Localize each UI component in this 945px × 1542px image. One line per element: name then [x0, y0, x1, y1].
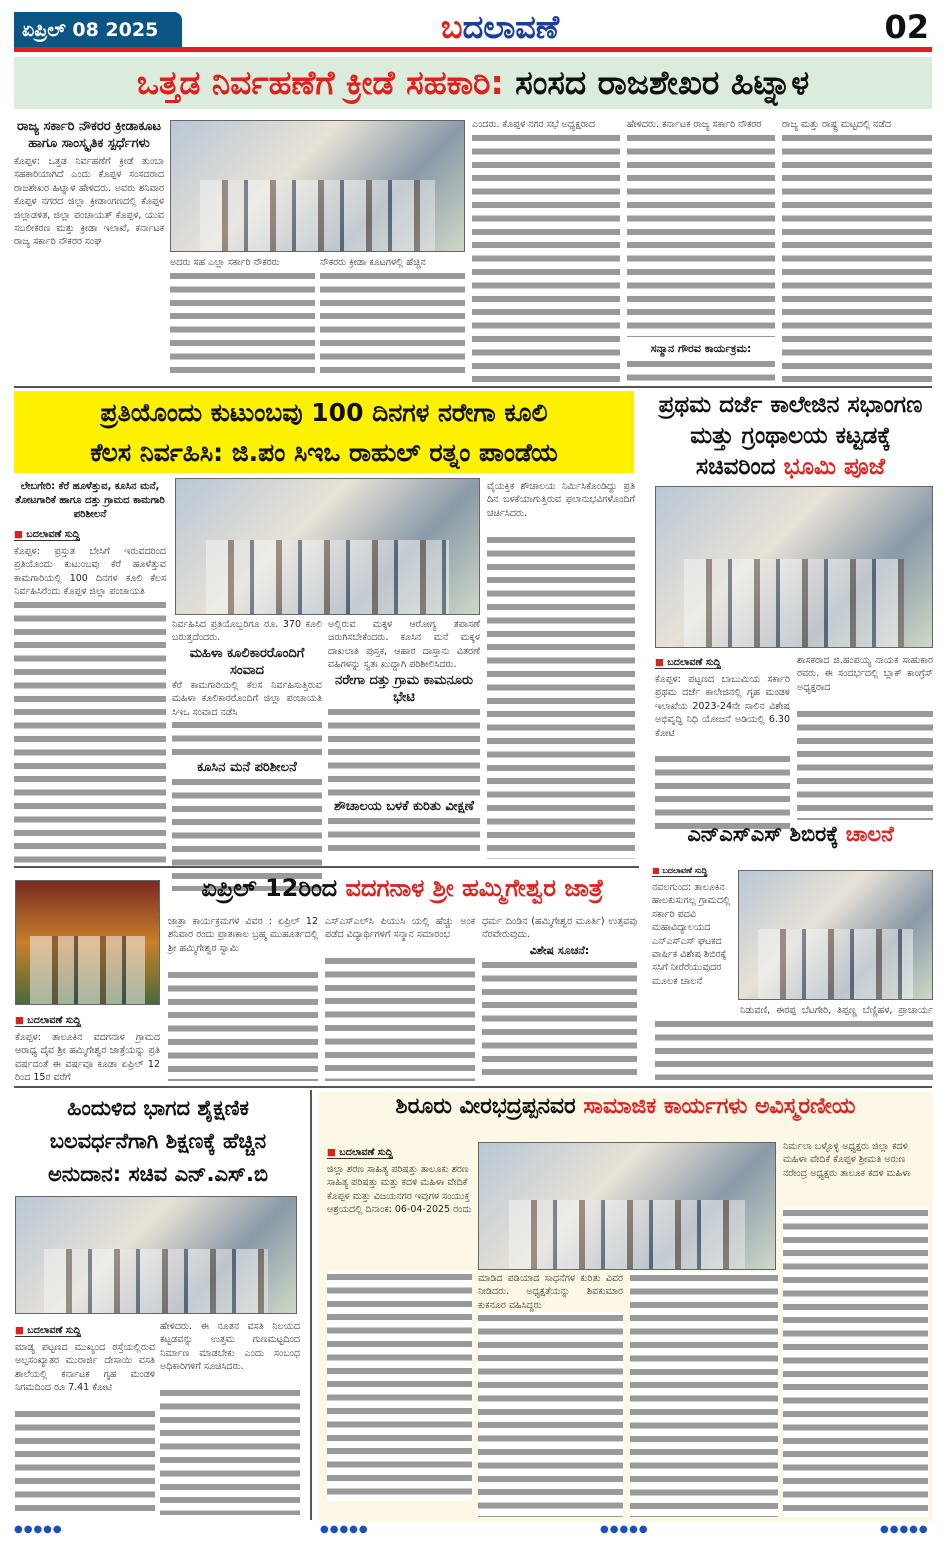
text: ಹೇಳಿದರು. ಈ ನೂತನ ವಸತಿ ನಿಲಯದ ಕಟ್ಟಡವನ್ನು ಉತ್ತಮ ಗುಣಮಟ್ಟದಿಂದ ನಿರ್ಮಾಣ ಮಾಡಬೇಕು ಎಂದು ಸಂಬಂಧ ಅಧಿಕಾರಿಗಳಿಗೆ ಸೂಚಿಸಿದರು.	[160, 1321, 300, 1373]
byline: ■ ಬದಲಾವಣೆ ಸುದ್ದಿ	[14, 529, 80, 541]
article-col: ಎಂದರು. ಕೊಪ್ಪಳ ನಗರ ಸಭೆ ಅಧ್ಯಕ್ಷರಾದ	[472, 119, 596, 130]
text: ನಿರ್ವಹಿಸಿದ ಪ್ರತಿಯೊಬ್ಬರಿಗೂ ರೂ. 370 ಕೂಲಿ ಬರುತ್ತದೆಂದರು.	[172, 619, 322, 644]
headline-shiroor	[318, 1094, 933, 1119]
article-nrega	[14, 480, 166, 869]
text-block	[328, 815, 480, 855]
headline-line: ಕೆಲಸ ನಿರ್ವಹಿಸಿ: ಜಿ.ಪಂ ಸಿಇಒ ರಾಹುಲ್ ರತ್ನಂ ಪಾಂಡೆಯ	[90, 438, 558, 467]
byline: ■ ಬದಲಾವಣೆ ಸುದ್ದಿ	[652, 866, 707, 877]
footer-dots: ●●●●●	[14, 1524, 63, 1535]
article-col: ರಾಜ್ಯ ಮತ್ತು ರಾಷ್ಟ್ರ ಮಟ್ಟದಲ್ಲಿ ನಡೆದ	[782, 119, 891, 130]
article-sports	[14, 118, 164, 360]
footer-dots: ●●●●●	[320, 1524, 369, 1535]
text-block	[325, 955, 475, 1081]
headline-line: ಅನುದಾನ: ಸಚಿವ ಎನ್.ಎಸ್.ಬಿ	[47, 1162, 269, 1186]
divider	[14, 386, 932, 388]
header-rule	[14, 47, 932, 52]
photo-felicitation	[478, 1142, 776, 1270]
article-col	[797, 654, 933, 820]
subhead: ವಿಶೇಷ ಸೂಚನೆ:	[529, 944, 590, 957]
text-block	[655, 1018, 933, 1080]
article-lead: ಕೊಪ್ಪಳ: ಪ್ರಸ್ತುತ ಬೇಸಿಗೆ ಇರುವದರಿಂದ ಪ್ರತಿಯೊಂದು ಕುಟುಂಬವು ಕೆರೆ ಹೂಳೆತ್ತುವ ಕಾಮಗಾರಿಯಲ್ಲಿ 100 ದಿನಗಳ ಕೂಲಿ ಕೆಲಸ ನಿರ್ವಹಿಸಿರೆಂದು ಕೊಪ್ಪಳ ಜಿಲ್ಲಾ ಪಂಚಾಯತಿ	[14, 546, 166, 598]
divider	[14, 1086, 932, 1088]
article-col	[652, 858, 734, 1021]
subhead: ಶೌಚಾಲಯ ಬಳಕೆ ಕುರಿತು ವೀಕ್ಷಣೆ	[333, 799, 475, 814]
article-col: ನೌಕರರು ಕ್ರೀಡಾ ಕೂಟಗಳಲ್ಲಿ ಹೆಚ್ಚಿನ	[320, 257, 426, 268]
article-col: ಹೇಳಿದರು. ಕರ್ನಾಟಕ ರಾಜ್ಯ ಸರ್ಕಾರಿ ನೌಕರರ	[627, 119, 762, 130]
text-block	[328, 706, 480, 798]
headline-red: ಭೂಮಿ ಪೂಜೆ	[783, 454, 886, 480]
article-col	[478, 1272, 623, 1517]
photo-nss-camp	[738, 870, 933, 1000]
text-block	[478, 1312, 623, 1517]
article-col	[160, 1320, 300, 1515]
text-block	[327, 1271, 472, 1501]
text-block	[627, 132, 775, 337]
photo-minister-visit	[15, 1196, 297, 1314]
photo-mp-speaking	[170, 120, 465, 252]
text-block	[487, 534, 635, 859]
headline-nss	[648, 822, 933, 847]
headline-red: ಒತ್ತಡ ನಿರ್ವಹಣೆಗೆ ಕ್ರೀಡೆ ಸಹಕಾರಿ:	[136, 63, 504, 102]
byline: ■ ಬದಲಾವಣೆ ಸುದ್ದಿ	[15, 1015, 81, 1027]
article-lead: ನವಲಗುಂದ: ತಾಲೂಕಿನ ಹಾಲಕುಸುಗಲ್ಲ ಗ್ರಾಮದಲ್ಲಿ ಸರ್ಕಾರಿ ಪದವಿ ಮಹಾವಿದ್ಯಾಲಯದ ಎನ್‌ಎಸ್‌ಎಸ್ ಘಟಕದ ವಾರ್ಷಿಕ ವಿಶೇಷ ಶಿಬಿರಕ್ಕೆ ಸಸಿಗೆ ನೀರೆರೆಯುವುದರ ಮೂಲಕ ಚಾಲನೆ	[652, 882, 731, 987]
text: ಮಾಡಿದ ಪಡಿಯಾದ ಸಾಧನೆಗಳ ಕುರಿತು ವಿವರ ನೀಡಿದರು. ಅಧ್ಯಕ್ಷತೆಯನ್ನು ಶಿವಕುಮಾರ ಕುಕನೂರ ವಹಿಸಿದ್ದರು	[478, 1273, 623, 1311]
headline-line: ಪ್ರಥಮ ದರ್ಜೆ ಕಾಲೇಜಿನ ಸಭಾಂಗಣ	[658, 392, 923, 418]
page-number: 02	[884, 8, 929, 46]
masthead-blue: ದಲಾವಣೆ	[462, 8, 560, 46]
subhead: ಕೂಸಿನ ಮನೆ ಪರಿಶೀಲನೆ	[197, 760, 297, 775]
headline-college	[648, 390, 933, 483]
headline-line: ಬಲವರ್ಧನೆಗಾಗಿ ಶಿಕ್ಷಣಕ್ಕೆ ಹೆಚ್ಚಿನ	[49, 1129, 267, 1153]
text: ಶಾಸಕರಾದ ಜಿ.ಹಂಪಯ್ಯ ನಾಯಕ ಸಾಹುಕಾರ ರವರು. ಈ ಸಂದರ್ಭದಲ್ಲಿ ಬ್ಲಾಕ್ ಕಾಂಗ್ರೆಸ್ ಅಧ್ಯಕ್ಷರಾದ	[797, 655, 933, 693]
divider	[14, 866, 639, 868]
article-col	[482, 915, 637, 1081]
text-block	[14, 599, 166, 869]
headline-sports-stress	[14, 57, 932, 109]
text-block	[15, 1408, 155, 1516]
photo-deity	[15, 880, 160, 1005]
text-block	[168, 969, 318, 1081]
text-block	[160, 1387, 300, 1515]
text-block	[655, 753, 790, 833]
text-block	[630, 1272, 778, 1517]
headline-line: ಸಚಿವರಿಂದ	[695, 454, 776, 480]
text-block	[783, 1207, 928, 1517]
article-col	[327, 1140, 472, 1501]
text-block	[320, 270, 465, 380]
article-lead: ಮಾಡ್ಯ ಪಟ್ಟಣದ ಮುಖ್ಯಂದ ರಸ್ತೆಯಲ್ಲಿರುವ ಅಲ್ಪಸಂಖ್ಯಾತರ ಮುರಾರ್ಜಿ ದೇಸಾಯಿ ವಸತಿ ಶಾಲೆಯಲ್ಲಿ ಕರ್ನಾಟಕ ಗೃಹ ಮಂಡಳಿ ನಿಗಮದಿಂದ ರೂ 7.41 ಕೋಟಿ	[15, 1342, 155, 1394]
headline-black: ಶಿರೂರು ವೀರಭದ್ರಪ್ಪನವರ	[395, 1094, 576, 1119]
text: ಜಾತ್ರಾ ಕಾರ್ಯಕ್ರಮಗಳ ವಿವರ : ಏಪ್ರಿಲ್ 12 ಶನಿವಾರ ರಂದು ಪ್ರಾತಃಕಾಲ ಬ್ರಹ್ಮ ಮುಹೂರ್ತದಲ್ಲಿ ಶ್ರೀ ಹಮ್ಮಿಗೇಶ್ವರ ಸ್ವಾಮಿ	[168, 916, 318, 954]
headline-line: ಹಿಂದುಳಿದ ಭಾಗದ ಶೈಕ್ಷಣಿಕ	[67, 1096, 249, 1120]
text-block	[172, 719, 322, 759]
byline: ■ ಬದಲಾವಣೆ ಸುದ್ದಿ	[655, 657, 721, 669]
footer-dots: ●●●●●	[600, 1524, 649, 1535]
subhead: ಮಹಿಳಾ ಕೂಲಿಕಾರರೊಂದಿಗೆ ಸಂವಾದ	[189, 646, 305, 678]
article-lead: ಕೊಪ್ಪಳ: ಒತ್ತಡ ನಿರ್ವಹಣೆಗೆ ಕ್ರೀಡೆ ತುಂಬಾ ಸಹಕಾರಿಯಾಗಿದೆ ಎಂದು ಕೊಪ್ಪಳ ಸಂಸದರಾದ ರಾಜಶೇಖರ ಹಿಟ್ನಾಳ ಹೇಳಿದರು. ಅವರು ಶನಿವಾರ ಕೊಪ್ಪಳ ನಗರದ ಜಿಲ್ಲಾ ಕ್ರೀಡಾಂಗಣದಲ್ಲಿ ಕೊಪ್ಪಳ ಜಿಲ್ಲಾಡಳಿತ, ಜಿಲ್ಲಾ ಪಂಚಾಯತ್ ಕೊಪ್ಪಳ, ಯುವ ಸಬಲೀಕರಣ ಮತ್ತು ಕ್ರೀಡಾ ಇಲಾಖೆ, ಕರ್ನಾಟಕ ರಾಜ್ಯ ಸರ್ಕಾರಿ ನೌಕರರ ಸಂಘ	[14, 156, 164, 248]
text: ಎಸ್‌ಎಸ್‌ಎಲ್‌ಸಿ ಪಿಯುಸಿ ಯಲ್ಲಿ ಹೆಚ್ಚು ಅಂಕ ಪಡೆದ ವಿದ್ಯಾರ್ಥಿಗಳಿಗೆ ಸನ್ಮಾನ ಸಮಾರಂಭ	[325, 916, 475, 941]
headline-red: ಸಾಮಾಜಿಕ ಕಾರ್ಯಗಳು ಅವಿಸ್ಮರಣೀಯ	[583, 1094, 856, 1119]
subhead: ಲೇಬಗೇರಿ: ಕೆರೆ ಹೂಳೆತ್ತುವ, ಕೂಸಿನ ಮನೆ, ತೋಟಗಾರಿಕೆ ಹಾಗೂ ದತ್ತು ಗ್ರಾಮದ ಕಾಮಗಾರಿ ಪರಿಶೀಲನೆ	[15, 481, 165, 520]
headline-line: ಪ್ರತಿಯೊಂದು ಕುಟುಂಬವು 100 ದಿನಗಳ ನರೇಗಾ ಕೂಲಿ	[100, 398, 548, 427]
article-col	[655, 650, 790, 833]
text: ಧರ್ಮ ದಿಂಡಿನ (ಹಮ್ಮಿಗೇಶ್ವರ ಮೂರ್ತಿ) ಉತ್ಸವವು ನೆರವೇರುವುದು.	[482, 916, 637, 941]
text: ನಿಡುವಣಿ, ಈರಪ್ಪ ಬೆಟಗೇರಿ, ತಿಪ್ಪಣ್ಣ ಬೆಣ್ಣಿಹಳ, ಪ್ರಾಚಾರ್ಯ	[740, 1005, 933, 1016]
text-block	[472, 132, 620, 382]
text-block	[170, 270, 315, 380]
headline-nrega	[14, 391, 634, 473]
text: ಅಲ್ಲಿರುವ ಮಕ್ಕಳ ಆರೋಗ್ಯ ತಪಾಸಣೆ ಜರುಗಿಸಬೇಕೆಂದರು. ಕೂಸಿನ ಮನೆ ಮಕ್ಕಳ ದಾಖಲಾತಿ ಪುಸ್ತಕ, ಆಹಾರ ದಾಸ್ತಾನು ವಿತರಣೆ ವಹಿಗಳನ್ನು ಸ್ವತಃ ಖುದ್ದಾಗಿ ಪರಿಶೀಲಿಸಿದರು.	[328, 619, 480, 671]
article-col	[15, 1008, 160, 1085]
subhead: ನರೇಗಾ ದತ್ತು ಗ್ರಾಮ ಕಾಮನೂರು ಭೇಟಿ	[335, 673, 473, 705]
headline-red: ವದಗನಾಳ ಶ್ರೀ ಹಮ್ಮಿಗೇಶ್ವರ ಜಾತ್ರೆ	[345, 874, 604, 902]
text-block	[797, 708, 933, 820]
headline-line: ಮತ್ತು ಗ್ರಂಥಾಲಯ ಕಟ್ಟಡಕ್ಕೆ	[690, 423, 891, 449]
article-col	[487, 480, 635, 859]
masthead-red: ಬ	[440, 8, 463, 46]
headline-black: ಎನ್‌ಎಸ್‌ಎಸ್ ಶಿಬಿರಕ್ಕೆ	[687, 822, 839, 846]
headline-red: ಚಾಲನೆ	[845, 822, 894, 846]
article-lead: ಜಿಲ್ಲಾ ಶರಣ ಸಾಹಿತ್ಯ ಪರಿಷತ್ತು ತಾಲೂಕು ಶರಣ ಸಾಹಿತ್ಯ ಪರಿಷತ್ತು ಮತ್ತು ಕದಳಿ ಮಹಿಳಾ ವೇದಿಕೆ ಕೊಪ್ಪಳ ಮತ್ತು ವಿಜಯನಗರ ಇವುಗಳ ಸಂಯುಕ್ತ ಆಶ್ರಯದಲ್ಲಿ ದಿನಾಂಕ: 06-04-2025 ರಂದು	[327, 1164, 472, 1216]
subhead: ಸನ್ಮಾನ ಗೌರವ ಕಾರ್ಯಕ್ರಮ:	[650, 342, 752, 355]
photo-bhoomi-pooja	[655, 486, 933, 648]
divider	[310, 1090, 312, 1520]
article-col	[15, 1318, 155, 1516]
headline-education	[12, 1092, 304, 1191]
byline: ■ ಬದಲಾವಣೆ ಸುದ್ದಿ	[327, 1147, 393, 1159]
article-col	[325, 915, 475, 1081]
text-block	[782, 132, 932, 382]
text-block	[627, 358, 775, 382]
subhead: ರಾಜ್ಯ ಸರ್ಕಾರಿ ನೌಕರರ ಕ್ರೀಡಾಕೂಟ ಹಾಗೂ ಸಾಂಸ್ಕೃತಿಕ ಸ್ಪರ್ಧೆಗಳು	[16, 119, 162, 151]
text: ವೈಯಕ್ತಿಕ ಶೌಚಾಲಯ ನಿರ್ಮಿಸಿಕೊಂಡಿದ್ದು ಪ್ರತಿ ದಿನ ಬಳಕೆಯಾಗುತ್ತಿರುವ ಫಲಾನುಭವಿಗಳೊಂದಿಗೆ ಚರ್ಚಿಸಿದರು.	[487, 481, 635, 519]
article-col	[783, 1140, 928, 1517]
article-col: ಅದರು ಸಹ ಎಲ್ಲಾ ಸರ್ಕಾರಿ ನೌಕರರು	[170, 257, 280, 268]
article-col	[172, 618, 322, 891]
article-col	[168, 915, 318, 1081]
masthead-logo	[380, 8, 620, 47]
article-lead: ಕೊಪ್ಪಳ: ತಾಲೂಕಿನ ವದಗನಾಳ ಗ್ರಾಮದ ಆರಾಧ್ಯ ದೈವ ಶ್ರೀ ಹಮ್ಮಿಗೇಶ್ವರ ಜಾತ್ರೆಯನ್ನು ಪ್ರತಿ ವರ್ಷದಂತೆ ಈ ವರ್ಷವೂ ಕೂಡಾ ಏಪ್ರಿಲ್ 12 ರಿಂದ 15ರ ವರೆಗೆ	[15, 1032, 160, 1084]
byline: ■ ಬದಲಾವಣೆ ಸುದ್ದಿ	[15, 1325, 81, 1337]
issue-date: ಏಪ್ರಿಲ್ 08 2025	[14, 12, 182, 48]
footer-dots: ●●●●●	[880, 1524, 929, 1535]
text: ನಿರ್ಮಲಾ ಬಳ್ಳೊಳ್ಳಿ ಅಧ್ಯಕ್ಷರು ಜಿಲ್ಲಾ ಕದಳಿ ಮಹಿಳಾ ವೇದಿಕೆ ಕೊಪ್ಪಳ ಶ್ರೀಮತಿ ಅರುಣ ನರೇಂದ್ರ ಅಧ್ಯಕ್ಷರು ತಾಲೂಕ ಕದಳಿ ಮಹಿಳಾ	[783, 1141, 911, 1179]
headline-jatra	[165, 874, 640, 902]
article-col	[328, 618, 480, 855]
text: ಕೆರೆ ಕಾಮಗಾರಿಯಲ್ಲಿ ಕೆಲಸ ನಿರ್ವಹಿಸುತ್ತಿರುವ ಮಹಿಳಾ ಕೂಲಿಕಾರರೊಂದಿಗೆ ಜಿಲ್ಲಾ ಪಂಚಾಯತಿ ಸಿಇಒ ಸಂವಾದ ನಡೆಸಿ	[172, 680, 322, 718]
article-lead: ಕೊಪ್ಪಳ: ಪಟ್ಟಣದ ಬಾಬುಮಿಯ ಸರ್ಕಾರಿ ಪ್ರಥಮ ದರ್ಜೆ ಕಾಲೇಜಿನಲ್ಲಿ ಗೃಹ ಮಂಡಳಿ ಇಲಾಖೆಯ 2023-24ನೇ ಸಾಲಿನ ವಿಶೇಷ ಅಭಿವೃದ್ಧಿ ನಿಧಿ ಯೋಜನೆ ಅಡಿಯಲ್ಲಿ 6.30 ಕೋಟಿ	[655, 674, 790, 739]
headline-black: ಸಂಸದ ರಾಜಶೇಖರ ಹಿಟ್ನಾಳ	[515, 63, 810, 102]
headline-black: ಏಪ್ರಿಲ್ 12ರಿಂದ	[201, 874, 338, 902]
text-block	[482, 959, 637, 1081]
photo-nrega-visit	[175, 478, 480, 615]
